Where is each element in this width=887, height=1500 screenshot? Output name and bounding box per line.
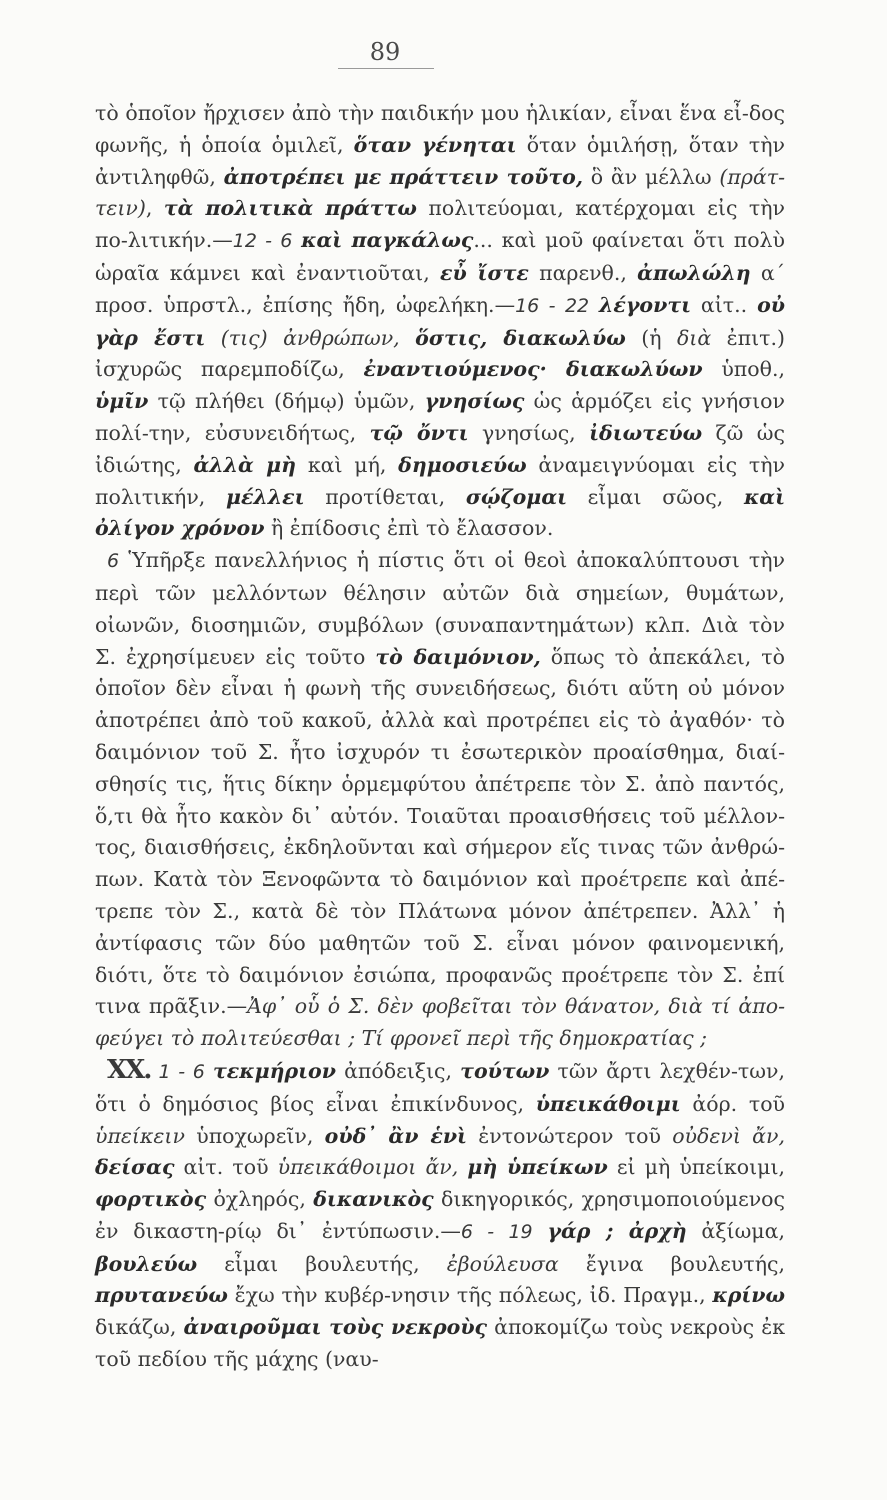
text-run: ἐπιτ.) ἰσχυρῶς παρεμποδίζω,	[95, 325, 785, 382]
text-run: ... καὶ μοῦ φαίνεται ὅτι πολὺ ὡραῖα κάμνει καὶ ἐναντιοῦται,	[95, 228, 785, 285]
emphasis-term: λέγοντι	[599, 292, 692, 317]
text-run: ζῶ ὡς ἰδιώτης,	[95, 420, 786, 477]
emphasis-term: ἀπωλώλη	[637, 260, 751, 285]
text-run: γνησίως,	[468, 420, 590, 445]
text-run: ,	[145, 196, 164, 221]
emphasis-term: ὑμῖν	[95, 389, 149, 414]
line-reference: 6 - 19	[460, 1220, 533, 1243]
emphasis-term: τεκμήριον	[212, 1058, 336, 1083]
text-run	[400, 326, 415, 350]
text-run: προτίθεται,	[304, 484, 466, 509]
text-run	[205, 1059, 213, 1083]
text-run: εἶμαι σῶος,	[567, 484, 744, 509]
text-run: Ὑπῆρξε πανελλήνιος ἡ πίστις ὅτι οἱ θεοὶ ἀποκαλύπτουσι τὴν περὶ τῶν μελλόντων θέλησιν αὐτῶν διὰ σημείων, θυμάτων, οἰωνῶν, διοσημιῶν, συμβόλων (συναπαντημάτων) κλπ. Διὰ τὸν Σ. ἐχρησίμευεν εἰς τοῦτο	[95, 548, 785, 669]
text-run: ὃ ἂν μέλλω	[582, 164, 720, 189]
page-number-rule	[338, 68, 434, 69]
text-run: (ἡ	[625, 325, 677, 350]
emphasis-term: δημοσιεύω	[398, 452, 527, 477]
text-run: παρενθ.,	[528, 260, 638, 285]
text-run: ἀποκομίζω τοὺς νεκροὺς ἐκ τοῦ πεδίου τῆς μάχης (ναυ-	[95, 1315, 786, 1372]
text-run	[533, 1219, 548, 1243]
italic-text: (τις) ἀνθρώπων,	[220, 325, 400, 350]
text-run: αἰτ..	[691, 292, 758, 317]
emphasis-term: κρίνω	[712, 1283, 785, 1308]
emphasis-term: ὅστις, διακωλύω	[415, 325, 626, 350]
text-run: ἀόρ. τοῦ	[680, 1091, 786, 1116]
text-run	[589, 293, 599, 317]
line-reference: 12 - 6	[232, 230, 293, 253]
emphasis-term: γνησίως	[424, 389, 525, 414]
emphasis-term: ἀποτρέπει με πράττειν τοῦτο,	[223, 164, 583, 189]
text-run: πολιτεύομαι, κατέρχομαι εἰς τὴν πο-λιτικήν.—	[95, 196, 785, 253]
text-run: ἀπόδειξις,	[335, 1058, 461, 1083]
emphasis-term: τούτων	[460, 1058, 550, 1083]
italic-text: διὰ	[676, 325, 712, 350]
emphasis-term: ἀλλὰ μὴ	[193, 452, 297, 477]
emphasis-term: ἰδιωτεύω	[589, 420, 703, 445]
text-run: τῷ πλήθει (δήμῳ) ὑμῶν,	[148, 389, 425, 414]
italic-text: (πράτ-τειν)	[95, 164, 786, 221]
page-number: 89	[369, 38, 401, 66]
paragraph-commentary-1	[95, 98, 785, 545]
text-run: ὑποχωρεῖν,	[184, 1123, 325, 1148]
paragraph-section-xx	[95, 1055, 785, 1376]
text-run: αἰτ. τοῦ	[174, 1155, 278, 1180]
text-run: δικάζω,	[95, 1315, 184, 1340]
text-run	[150, 1059, 158, 1083]
paragraph-commentary-6	[95, 545, 785, 1055]
emphasis-term: πρυτανεύω	[95, 1283, 228, 1308]
text-run: ἔχω τὴν κυβέρ-νησιν τῆς πόλεως, ἰδ. Πραγμ.,	[227, 1283, 713, 1308]
text-run: ὅταν ὁμιλήσῃ, ὅταν τὴν ἀντιληφθῶ,	[95, 132, 786, 189]
text-run: ὀχληρός,	[206, 1187, 314, 1212]
text-run: ἐντονώτερον τοῦ	[466, 1123, 673, 1148]
text-run: δικηγορικός, χρησιμοποιούμενος ἐν δικαστη-ρίῳ δι᾿ ἐντύπωσιν.—	[95, 1187, 785, 1243]
emphasis-term: ὅταν γένηται	[353, 132, 517, 157]
text-run: εἶμαι βουλευτής,	[197, 1251, 447, 1276]
page-body	[95, 98, 785, 1376]
emphasis-term: δικανικὸς	[313, 1187, 434, 1212]
line-reference: 16 - 22	[515, 294, 590, 317]
italic-text: ὑπεικάθοιμοι ἄν,	[277, 1155, 459, 1180]
emphasis-term: εὖ ἴστε	[439, 260, 529, 285]
text-run: δος φωνῆς, ἡ ὁποία ὁμιλεῖ,	[95, 101, 785, 157]
text-run: ὡς ἁρμόζει εἰς γνήσιον πολί-την, εὐσυνειδήτως,	[95, 389, 785, 445]
emphasis-term: ὑπεικάθοιμι	[535, 1091, 681, 1116]
emphasis-term: οὐ γὰρ ἔστι	[95, 292, 785, 350]
emphasis-term: καὶ ὀλίγον χρόνον	[95, 484, 785, 541]
emphasis-term: τὰ πολιτικὰ πράττω	[163, 196, 417, 221]
text-run	[205, 326, 220, 350]
text-run	[292, 228, 301, 252]
emphasis-term: τῷ ὄντι	[369, 420, 469, 445]
emphasis-term: τὸ δαιμόνιον,	[375, 644, 541, 669]
emphasis-term: καὶ παγκάλως	[301, 228, 474, 253]
emphasis-term: μὴ ὑπείκων	[467, 1155, 608, 1180]
text-run: τῶν ἄρτι λεχθέν-των, ὅτι ὁ δημόσιος βίος εἶναι ἐπικίνδυνος,	[95, 1058, 785, 1116]
text-run: εἰ μὴ ὑπείκοιμι,	[607, 1155, 785, 1180]
section-number: XX.	[107, 1054, 151, 1085]
emphasis-term: ἀναιροῦμαι τοὺς νεκροὺς	[183, 1315, 488, 1340]
text-run: ἀναμειγνύομαι εἰς τὴν πολιτικήν,	[95, 452, 785, 509]
emphasis-term: οὐδ᾿ ἂν ἑνὶ	[324, 1123, 467, 1148]
text-run: τὸ ὁποῖον ἤρχισεν ἀπὸ τὴν παιδικήν μου ἡλικίαν, εἶναι ἕνα εἶ-	[95, 101, 749, 125]
text-run: ἀξίωμα,	[686, 1218, 785, 1243]
text-run: ὅπως τὸ ἀπεκάλει, τὸ ὁποῖον δὲν εἶναι ἡ φωνὴ τῆς συνειδήσεως, διότι αὕτη οὐ μόνον ἀποτρέπει ἀπὸ τοῦ κακοῦ, ἀλλὰ καὶ προτρέπει εἰς τὸ ἀγαθόν· τὸ δαιμόνιον τοῦ Σ. ἦτο ἰσχυρόν τι ἐσωτερικὸν προαίσθημα, διαί-σθησίς τις, ἥτις δίκην ὁρμεμφύτου ἀπέτρεπε τὸν Σ. ἀπὸ παντός, ὅ,τι θὰ ἦτο κακὸν δι᾿ αὐτόν. Τοιαῦται προαισθήσεις τοῦ μέλλον-τος, διαισθήσεις, ἐκδηλοῦνται καὶ σήμερον εἴς τινας τῶν ἀνθρώ-πων. Κατὰ τὸν Ξενοφῶντα τὸ δαιμόνιον καὶ προέτρεπε καὶ ἀπέ-τρεπε τὸν Σ., κατὰ δὲ τὸν Πλάτωνα μόνον ἀπέτρεπεν. Ἀλλ᾿ ἡ ἀντίφασις τῶν δύο μαθητῶν τοῦ Σ. εἶναι μόνον φαινομενική, διότι, ὅτε τὸ δαιμόνιον ἐσιώπα, προφανῶς προέτρεπε τὸν Σ. ἐπί τινα πρᾶξιν.—	[95, 644, 785, 1019]
text-run: καὶ μή,	[296, 452, 399, 477]
text-run: ὑποθ.,	[702, 357, 785, 382]
line-reference: 1 - 6	[158, 1060, 205, 1083]
emphasis-term: σῴζομαι	[465, 484, 568, 509]
text-run: ἔγινα βουλευτής,	[558, 1251, 785, 1276]
emphasis-term: μέλλει	[225, 484, 305, 509]
italic-text: οὐδενὶ ἄν,	[672, 1123, 786, 1148]
emphasis-term: δείσας	[95, 1155, 175, 1180]
emphasis-term: βουλεύω	[95, 1251, 198, 1276]
line-reference: 6	[107, 550, 120, 573]
emphasis-term: φορτικὸς	[95, 1187, 207, 1212]
emphasis-term: γάρ ; ἀρχὴ	[547, 1218, 687, 1243]
italic-text: Ἀφ᾿ οὗ ὁ Σ. δὲν φοβεῖται τὸν θάνατον, διὰ τί ἀπο-φεύγει τὸ πολιτεύεσθαι ; Τί φρονεῖ περὶ τῆς δημοκρατίας ;	[95, 994, 785, 1051]
text-run: α΄ προσ. ὑπρστλ., ἐπίσης ἤδη, ὠφελήκη.—	[95, 260, 785, 317]
text-run: ἢ ἐπίδοσις ἐπὶ τὸ ἔλασσον.	[264, 516, 554, 541]
italic-text: ἐβούλευσα	[446, 1251, 559, 1276]
italic-text: ὑπείκειν	[95, 1123, 185, 1148]
emphasis-term: ἐναντιούμενος· διακωλύων	[363, 357, 703, 382]
